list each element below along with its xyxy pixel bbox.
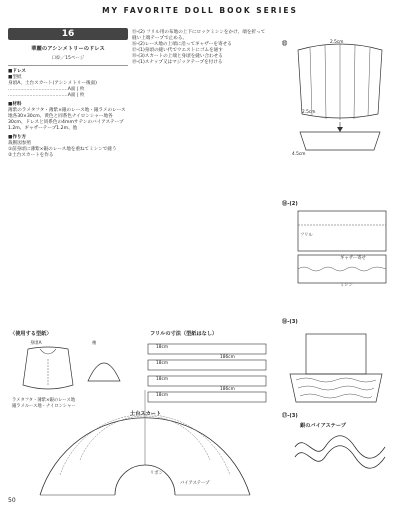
label-frill: フリル — [300, 233, 313, 238]
section-materials — [8, 102, 128, 132]
bodice-figure — [18, 345, 78, 395]
sleeve-label: 袖 — [92, 341, 97, 346]
length-label: 186cm — [220, 387, 235, 392]
skirt-base-title: 土台スカート — [130, 411, 162, 417]
length-label: 186cm — [220, 355, 235, 360]
section-line: 身頃A、土台スカート(アシンメトリー後面) — [8, 81, 97, 86]
page-number: 50 — [8, 497, 16, 504]
label-bias: バイアステープ — [180, 481, 210, 486]
pattern-title: 華麗のアシンメトリーのドレス — [31, 46, 105, 52]
section-line: …………………………………A面 | 枚 — [8, 93, 85, 98]
section-line: ①前身頃に薄紫×銀のレース地を重ねてミシンで縫う — [8, 147, 117, 152]
bodice-a-label: 身頃A — [30, 341, 42, 346]
label-nylon: 銀ラメルース地・ナイロンシャー — [12, 404, 76, 409]
section-line: …………………………………A面 | 枚 — [8, 87, 85, 92]
step-18-3-figure — [286, 330, 392, 410]
section-line: 裁断図参照 — [8, 141, 31, 146]
instructions-column — [132, 30, 268, 67]
skirt-panel-figure — [290, 42, 390, 157]
section-head: ■作り方 — [8, 135, 27, 140]
instruction-line: ⑲-(1)スナップ又はマジックテープを付ける — [132, 60, 223, 66]
bias-tape-figure — [290, 432, 390, 472]
pattern-number: 16 — [8, 28, 128, 40]
section-line: ■型紙 — [8, 75, 22, 80]
fig-top-right-marker: ⑮ — [282, 41, 288, 47]
label-ribbon: リボン — [150, 471, 163, 476]
section-howto — [8, 135, 128, 159]
instruction-line: ⑮-(2) フリル用の布地の上下にロックミシンをかけ、端を折って縫い上端テープで止める。 — [132, 30, 266, 42]
section-dress — [8, 69, 128, 99]
label-width: 2.5cm — [330, 40, 344, 45]
pattern-info-column — [8, 28, 128, 159]
series-title: MY FAVORITE DOLL BOOK SERIES — [102, 6, 298, 15]
instruction-line: ⑰-(1)身頃の縫い代でウエストにゴムを通す — [132, 48, 223, 54]
step-18-3-title: ⑱-(3) — [282, 319, 298, 325]
label-width: 2.5cm — [302, 110, 316, 115]
label-fabric: ラメタフタ・薄紫×銀のレース地 — [12, 398, 76, 403]
sleeve-figure — [84, 345, 124, 385]
ruffle-dims-figure — [146, 340, 276, 410]
skirt-base-figure — [20, 405, 270, 500]
label-width: 4.5cm — [292, 152, 306, 157]
ruffle-label: 18cm — [156, 361, 169, 366]
pattern-reference: 口絵／15ページ — [51, 56, 85, 61]
ruffle-dims-title: フリルの寸法（型紙はなし） — [150, 331, 218, 337]
instruction-line: ⑯-(2)レース地の上端に沿ってギャザーを寄せる — [132, 42, 232, 48]
instruction-line: ⑱-(3)スカートの上端と身頃を縫い合わせる — [132, 54, 223, 60]
ruffle-label: 18cm — [156, 377, 169, 382]
bias-tape-title: 銀のバイアステープ — [300, 423, 346, 429]
step-18-2-title: ⑱-(2) — [282, 201, 298, 207]
section-line: ②土台スカートを作る — [8, 153, 54, 158]
divider — [8, 65, 128, 66]
pattern-guide-title: 〈使用する型紙〉 — [10, 331, 52, 337]
step-17-3-title: ⑰-(3) — [282, 413, 298, 419]
label-lace: ミシン — [340, 283, 353, 288]
section-head: ■材料 — [8, 102, 22, 107]
section-line: 薄紫のラメタフタ・薄紫×銀のレース地・銀ラメのレース地各30×30cm、黄色と同系色ナイロンシャー地各30cm、ドレスと同系色の4mmサテンのバイアステープ1.2m、ギャザーテープ1.2m、他 — [8, 108, 126, 131]
label-gather: ギャザー寄せ — [340, 256, 366, 261]
section-head: ■ドレス — [8, 69, 26, 74]
ruffle-label: 18cm — [156, 345, 169, 350]
ruffle-label: 18cm — [156, 393, 169, 398]
